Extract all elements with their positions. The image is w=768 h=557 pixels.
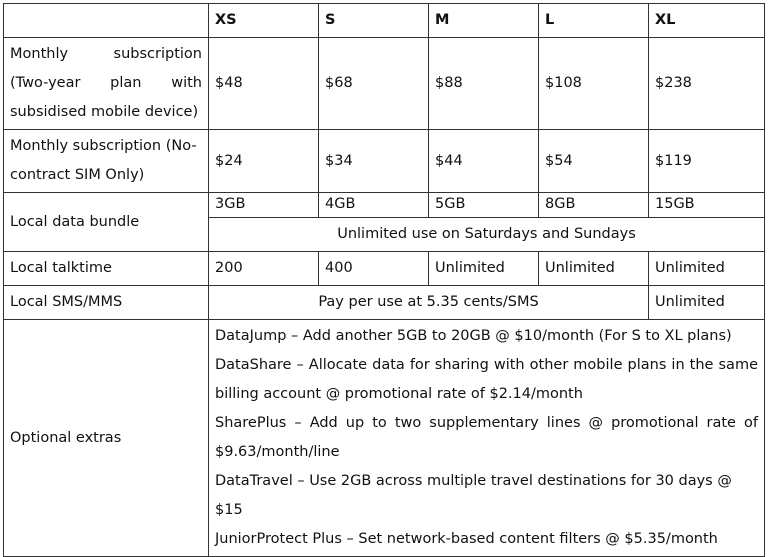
extra-item: DataTravel – Use 2GB across multiple travel destinations for 30 days @ $15 <box>215 473 732 518</box>
table-row-sim-only <box>4 130 765 193</box>
price-cell: $238 <box>649 38 765 130</box>
data-cell: 3GB <box>209 193 319 218</box>
table-row-data <box>4 193 765 218</box>
header-corner <box>4 4 209 38</box>
label-line: Monthly subscription <box>10 46 202 62</box>
sms-pay-per-use: Pay per use at 5.35 cents/SMS <box>209 286 649 320</box>
talktime-cell: Unlimited <box>539 252 649 286</box>
header-xl: XL <box>649 4 765 38</box>
extra-item: $9.63/month/line <box>215 444 340 460</box>
label-line: subsidised mobile device) <box>10 104 199 120</box>
talktime-cell: 200 <box>209 252 319 286</box>
table-row-contract <box>4 38 765 130</box>
label-line: (Two-year plan with <box>10 75 202 91</box>
data-cell: 4GB <box>319 193 429 218</box>
extra-item: JuniorProtect Plus – Set network-based content filters @ $5.35/month <box>215 531 718 547</box>
sms-xl: Unlimited <box>649 286 765 320</box>
label-line: contract SIM Only) <box>10 167 145 183</box>
extra-item: SharePlus – Add up to two supplementary lines @ promotional rate of <box>215 415 758 431</box>
table-row-sms <box>4 286 765 320</box>
extra-item: DataJump – Add another 5GB to 20GB @ $10/month (For S to XL plans) <box>215 328 732 344</box>
price-cell: $48 <box>209 38 319 130</box>
row-label-data: Local data bundle <box>4 193 209 252</box>
extra-item: DataShare – Allocate data for sharing with other mobile plans in the same <box>215 357 758 373</box>
row-label-talktime: Local talktime <box>4 252 209 286</box>
extras-list <box>209 320 765 557</box>
price-cell: $24 <box>209 130 319 193</box>
weekend-note: Unlimited use on Saturdays and Sundays <box>209 218 765 252</box>
talktime-cell: Unlimited <box>429 252 539 286</box>
header-s: S <box>319 4 429 38</box>
header-xs: XS <box>209 4 319 38</box>
row-label-extras: Optional extras <box>4 320 209 557</box>
price-cell: $44 <box>429 130 539 193</box>
data-cell: 5GB <box>429 193 539 218</box>
header-m: M <box>429 4 539 38</box>
plans-table <box>3 3 765 557</box>
talktime-cell: 400 <box>319 252 429 286</box>
table-row-talktime <box>4 252 765 286</box>
talktime-cell: Unlimited <box>649 252 765 286</box>
price-cell: $34 <box>319 130 429 193</box>
extra-item: billing account @ promotional rate of $2.14/month <box>215 386 583 402</box>
row-label-sim-only <box>4 130 209 193</box>
price-cell: $54 <box>539 130 649 193</box>
row-label-contract <box>4 38 209 130</box>
price-cell: $88 <box>429 38 539 130</box>
row-label-sms: Local SMS/MMS <box>4 286 209 320</box>
header-l: L <box>539 4 649 38</box>
data-cell: 15GB <box>649 193 765 218</box>
table-row-extras <box>4 320 765 557</box>
header-row <box>4 4 765 38</box>
label-line: Monthly subscription (No- <box>10 138 197 154</box>
price-cell: $119 <box>649 130 765 193</box>
price-cell: $108 <box>539 38 649 130</box>
data-cell: 8GB <box>539 193 649 218</box>
price-cell: $68 <box>319 38 429 130</box>
